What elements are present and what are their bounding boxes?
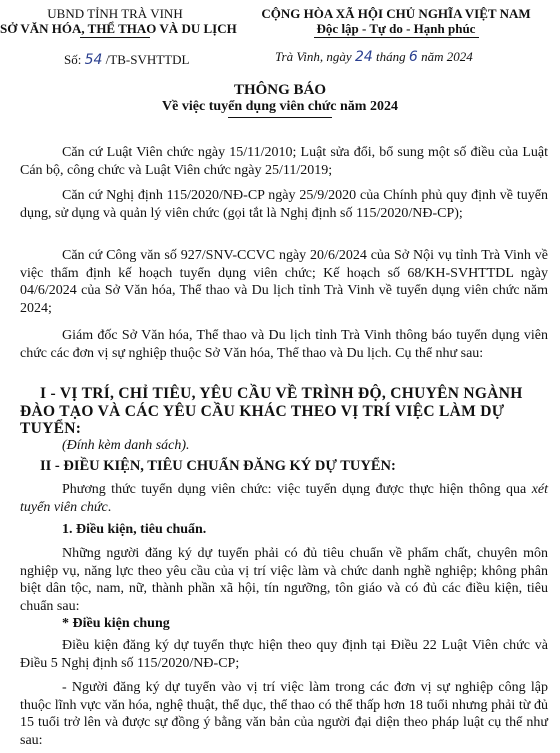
- section-2-heading: II - ĐIỀU KIỆN, TIÊU CHUẨN ĐĂNG KÝ DỰ TUYỂN:: [40, 458, 396, 474]
- date-day: 24: [354, 49, 373, 65]
- document-number: [64, 52, 189, 68]
- paragraph-recruitment-method: [20, 481, 548, 516]
- number-suffix: /TB-SVHTTDL: [105, 52, 190, 67]
- agency-underline: [80, 37, 150, 38]
- agency-name: SỞ VĂN HÓA, THỂ THAO VÀ DU LỊCH: [0, 21, 237, 36]
- date-mid: tháng: [376, 49, 406, 64]
- document-title: THÔNG BÁO: [233, 82, 327, 98]
- paragraph-general-conditions: Điều kiện đăng ký dự tuyển thực hiện theo quy định tại Điều 22 Luật Viên chức và Điều 5 Nghị định số 115/2020/NĐ-CP;: [20, 638, 548, 671]
- subsection-1-heading: 1. Điều kiện, tiêu chuẩn.: [62, 522, 207, 537]
- date-suffix: năm 2024: [421, 49, 473, 64]
- date-prefix: Trà Vinh, ngày: [275, 49, 352, 64]
- number-handwritten: 54: [84, 52, 103, 68]
- agency-parent: UBND TỈNH TRÀ VINH: [47, 6, 183, 21]
- document-subtitle: Về việc tuyển dụng viên chức năm 2024: [162, 99, 398, 114]
- header-left: [0, 6, 237, 38]
- country-name: CỘNG HÒA XÃ HỘI CHỦ NGHĨA VIỆT NAM: [261, 6, 531, 21]
- paragraph-conditions: Những người đăng ký dự tuyển phải có đủ tiêu chuẩn về phẩm chất, chuyên môn nghiệp vụ, năng lực theo yêu cầu của vị trí việc làm và chức danh nghề nghiệp; không phân biệt dân tộc, nam, nữ, thành phần xã hội, tín ngưỡng, tôn giáo và có đủ các điều kiện, tiêu chuẩn sau:: [20, 546, 548, 614]
- date-month: 6: [408, 49, 418, 65]
- paragraph-legal-basis-3: Căn cứ Công văn số 927/SNV-CCVC ngày 20/6/2024 của Sở Nội vụ tỉnh Trà Vinh về việc thẩm định kế hoạch tuyển dụng viên chức; Kế hoạch số 68/KH-SVHTTDL ngày 04/6/2024 của Sở Văn hóa, Thể thao và Du lịch tỉnh Trà Vinh về tuyển dụng viên chức năm 2024;: [20, 248, 548, 316]
- motto-underline: [314, 37, 479, 38]
- general-conditions-heading: * Điều kiện chung: [62, 616, 170, 631]
- number-prefix: Số:: [64, 52, 82, 67]
- header-right: [232, 6, 560, 38]
- section-1-heading: I - VỊ TRÍ, CHỈ TIÊU, YÊU CẦU VỀ TRÌNH ĐỘ, CHUYÊN NGÀNH ĐÀO TẠO VÀ CÁC YÊU CẦU KHÁC THEO VỊ TRÍ VIỆC LÀM DỰ TUYỂN:: [20, 385, 523, 437]
- paragraph-legal-basis-2: Căn cứ Nghị định 115/2020/NĐ-CP ngày 25/9/2020 của Chính phủ quy định về tuyển dụng, sử dụng và quản lý viên chức (gọi tắt là Nghị định số 115/2020/NĐ-CP);: [20, 188, 548, 221]
- paragraph-announcement: Giám đốc Sở Văn hóa, Thể thao và Du lịch tỉnh Trà Vinh thông báo tuyển dụng viên chức các đơn vị sự nghiệp thuộc Sở Văn hóa, Thể thao và Du lịch. Cụ thể như sau:: [20, 328, 548, 361]
- paragraph-legal-basis-1: Căn cứ Luật Viên chức ngày 15/11/2010; Luật sửa đổi, bổ sung một số điều của Luật Cán bộ, công chức và Luật Viên chức ngày 25/11/2019;: [20, 145, 548, 178]
- document-date: [275, 49, 473, 65]
- method-emphasis: xét tuyển viên chức: [20, 482, 549, 515]
- subtitle-underline: [228, 117, 332, 118]
- paragraph-age-requirement: - Người đăng ký dự tuyển vào vị trí việc làm trong các đơn vị sự nghiệp công lập thuộc lĩnh vực văn hóa, nghệ thuật, thể dục, thể thao có thể thấp hơn 18 tuổi nhưng phải từ đủ 15 tuổi trở lên và được sự đồng ý bằng văn bản của người đại diện theo pháp luật cụ thể như sau:: [20, 680, 548, 748]
- national-motto: Độc lập - Tự do - Hạnh phúc: [316, 21, 476, 36]
- method-text: Phương thức tuyển dụng viên chức: việc tuyển dụng được thực hiện thông qua: [62, 482, 527, 497]
- attached-note: (Đính kèm danh sách).: [62, 438, 190, 453]
- method-end: .: [107, 499, 112, 515]
